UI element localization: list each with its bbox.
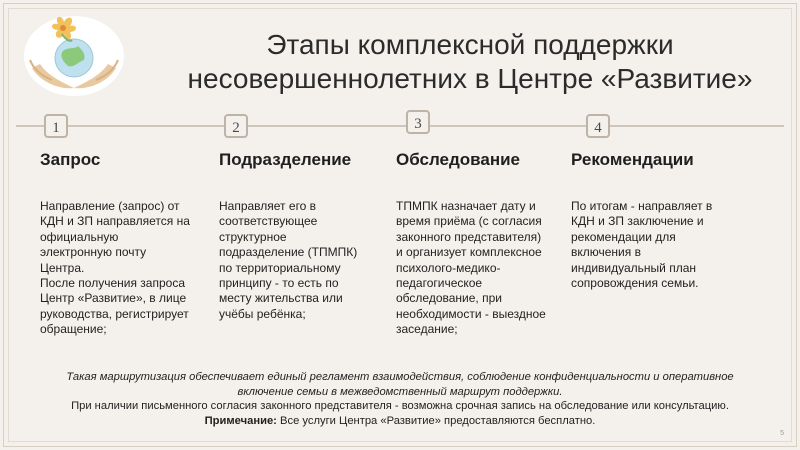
step-4-line: По итогам - направляет в <box>571 199 713 213</box>
logo-hands-globe-icon <box>22 10 126 98</box>
step-number-1: 1 <box>52 120 60 136</box>
step-3-line: обследование, при <box>396 291 502 306</box>
step-2-line: принципу - то есть по <box>219 276 339 291</box>
step-2-line: структурное <box>219 229 287 244</box>
step-1-line: обращение; <box>40 322 107 337</box>
step-2-line: Направляет его в <box>219 199 317 213</box>
step-4-line: КДН и ЗП заключение и <box>571 214 704 229</box>
page-title <box>140 28 800 96</box>
footer-urgent-note: При наличии письменного согласия законного представителя - возможна срочная запись на обследование или консультацию. <box>71 400 729 412</box>
step-marker-4 <box>587 115 609 137</box>
step-heading-1: Запрос <box>40 150 101 169</box>
step-2-line: подразделение (ТПМПК) <box>219 245 358 260</box>
title-line-1: Этапы комплексной поддержки <box>266 29 674 60</box>
step-1-line: Направление (запрос) от <box>40 199 180 213</box>
step-3-line: законного представителя) <box>396 229 542 244</box>
step-1-line: официальную <box>40 229 119 244</box>
note-text: Все услуги Центра «Развитие» предоставляются бесплатно. <box>276 414 596 427</box>
step-3-line: необходимости - выездное <box>396 306 546 321</box>
step-description-1 <box>40 199 190 338</box>
step-3-line: заседание; <box>396 322 458 337</box>
note-label: Примечание: <box>204 414 277 427</box>
step-heading-3: Обследование <box>396 150 521 169</box>
step-4-line: сопровождения семьи. <box>571 276 699 291</box>
step-2-line: учёбы ребёнка; <box>219 306 306 321</box>
step-number-4: 4 <box>594 120 602 136</box>
step-4-line: включения в <box>571 245 641 260</box>
step-4-line: индивидуальный план <box>571 260 696 275</box>
step-heading-4: Рекомендации <box>571 150 694 169</box>
footer-italic-line-2: включение семьи в межведомственный маршрут поддержки. <box>237 385 563 398</box>
step-4-line: рекомендации для <box>571 229 676 244</box>
step-1-line: КДН и ЗП направляется на <box>40 214 190 229</box>
step-marker-3 <box>407 111 429 133</box>
step-description-2 <box>219 199 357 322</box>
step-2-line: месту жительства или <box>219 291 343 306</box>
step-1-line: руководства, регистрирует <box>40 306 189 321</box>
step-description-3 <box>396 199 546 338</box>
step-3-line: педагогическое <box>396 276 483 291</box>
footer-italic-line-1: Такая маршрутизация обеспечивает единый регламент взаимодействия, соблюдение конфиденциальности и оперативное <box>66 371 734 383</box>
step-3-line: ТПМПК назначает дату и <box>396 199 536 213</box>
step-heading-2: Подразделение <box>219 150 352 169</box>
step-3-line: и организует комплексное <box>396 245 542 260</box>
step-marker-1 <box>45 115 67 137</box>
step-marker-2 <box>225 115 247 137</box>
step-1-line: Центр «Развитие», в лице <box>40 291 187 306</box>
step-3-line: время приёма (с согласия <box>396 214 542 229</box>
footer-notes <box>10 370 790 428</box>
title-line-2: несовершеннолетних в Центре «Развитие» <box>187 63 753 94</box>
footer-free-services-note <box>10 414 790 429</box>
step-3-line: психолого-медико- <box>396 260 501 275</box>
step-1-line: электронную почту <box>40 245 147 260</box>
page-number: 5 <box>780 430 784 437</box>
step-1-line: После получения запроса <box>40 276 186 291</box>
step-1-line: Центра. <box>40 260 85 275</box>
step-description-4 <box>571 199 712 291</box>
step-2-line: по территориальному <box>219 260 341 275</box>
step-2-line: соответствующее <box>219 214 318 229</box>
step-timeline <box>0 106 800 146</box>
step-number-3: 3 <box>414 116 422 132</box>
step-number-2: 2 <box>232 120 240 136</box>
